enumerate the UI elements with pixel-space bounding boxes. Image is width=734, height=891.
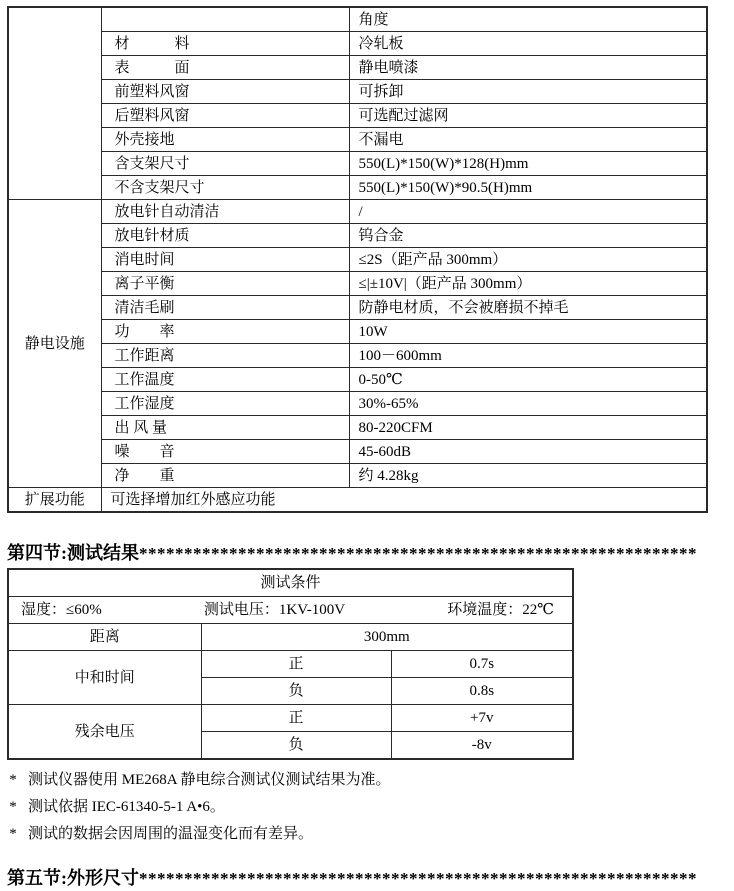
spec-value: 550(L)*150(W)*90.5(H)mm <box>349 176 707 200</box>
footnote-text: 测试依据 IEC-61340-5-1 A•6。 <box>28 799 225 815</box>
spec-label <box>101 7 349 32</box>
spec-label: 表 面 <box>101 56 349 80</box>
spec-row <box>8 176 707 200</box>
residual-voltage-label: 残余电压 <box>8 705 201 760</box>
asterisk-marker: * <box>9 826 17 842</box>
footnote-text: 测试仪器使用 ME268A 静电综合测试仪测试结果为准。 <box>28 772 391 788</box>
spec-label: 功 率 <box>101 320 349 344</box>
polarity-label: 负 <box>201 732 391 760</box>
polarity-label: 正 <box>201 705 391 732</box>
neutralize-time-row <box>8 651 573 678</box>
spec-row <box>8 224 707 248</box>
distance-value: 300mm <box>201 624 573 651</box>
residual-voltage-positive-value: +7v <box>391 705 573 732</box>
spec-value: 0-50℃ <box>349 368 707 392</box>
neutralize-time-negative-value: 0.8s <box>391 678 573 705</box>
spec-value: ≤|±10V|（距产品 300mm） <box>349 272 707 296</box>
spec-group-label <box>8 7 101 200</box>
test-table-title: 测试条件 <box>8 569 573 597</box>
spec-row <box>8 320 707 344</box>
spec-row <box>8 296 707 320</box>
section4-title: 第四节:测试结果 <box>7 543 139 563</box>
spec-label: 清洁毛刷 <box>101 296 349 320</box>
spec-row <box>8 80 707 104</box>
neutralize-time-positive-value: 0.7s <box>391 651 573 678</box>
distance-row <box>8 624 573 651</box>
polarity-label: 正 <box>201 651 391 678</box>
spec-row <box>8 272 707 296</box>
spec-label: 外壳接地 <box>101 128 349 152</box>
spec-label: 含支架尺寸 <box>101 152 349 176</box>
spec-value: 100－600mm <box>349 344 707 368</box>
spec-value: 不漏电 <box>349 128 707 152</box>
spec-row <box>8 248 707 272</box>
test-table-title-row <box>8 569 573 597</box>
condition-temperature: 环境温度：22℃ <box>447 602 554 618</box>
spec-row <box>8 32 707 56</box>
footnote <box>7 794 734 821</box>
section5-title: 第五节:外形尺寸 <box>7 868 139 888</box>
spec-footer-label: 扩展功能 <box>8 488 101 513</box>
spec-row <box>8 440 707 464</box>
footnote <box>7 821 734 848</box>
spec-row <box>8 104 707 128</box>
spec-group-label: 静电设施 <box>8 200 101 488</box>
section4-header <box>7 541 727 566</box>
polarity-label: 负 <box>201 678 391 705</box>
spec-row <box>8 7 707 32</box>
spec-row <box>8 368 707 392</box>
spec-value: 45-60dB <box>349 440 707 464</box>
section4-asterisk-rule: ************************************************************** <box>139 544 697 563</box>
footnote-text: 测试的数据会因周围的温湿变化而有差异。 <box>28 826 314 842</box>
spec-value: ≤2S（距产品 300mm） <box>349 248 707 272</box>
spec-label: 材 料 <box>101 32 349 56</box>
asterisk-marker: * <box>9 799 17 815</box>
spec-value: 钨合金 <box>349 224 707 248</box>
spec-row <box>8 56 707 80</box>
asterisk-marker: * <box>9 772 17 788</box>
spec-label: 前塑料风窗 <box>101 80 349 104</box>
spec-row <box>8 152 707 176</box>
spec-label: 噪 音 <box>101 440 349 464</box>
spec-value: 10W <box>349 320 707 344</box>
spec-row <box>8 464 707 488</box>
section5-asterisk-rule: ************************************************************** <box>139 869 697 888</box>
spec-table-body <box>8 7 707 512</box>
spec-value: 30%-65% <box>349 392 707 416</box>
spec-label: 工作湿度 <box>101 392 349 416</box>
spec-value: 静电喷漆 <box>349 56 707 80</box>
spec-value: 80-220CFM <box>349 416 707 440</box>
test-conditions <box>9 601 572 619</box>
spec-value: 可选配过滤网 <box>349 104 707 128</box>
spec-value: 可拆卸 <box>349 80 707 104</box>
spec-row <box>8 128 707 152</box>
spec-label: 离子平衡 <box>101 272 349 296</box>
spec-label: 工作温度 <box>101 368 349 392</box>
spec-table <box>7 6 708 513</box>
spec-label: 放电针材质 <box>101 224 349 248</box>
residual-voltage-negative-value: -8v <box>391 732 573 760</box>
spec-value: 防静电材质，不会被磨损不掉毛 <box>349 296 707 320</box>
spec-label: 不含支架尺寸 <box>101 176 349 200</box>
condition-voltage: 测试电压：1KV-100V <box>203 602 346 618</box>
test-conditions-row <box>8 597 573 624</box>
neutralize-time-label: 中和时间 <box>8 651 201 705</box>
spec-label: 消电时间 <box>101 248 349 272</box>
spec-row <box>8 392 707 416</box>
spec-row <box>8 200 707 224</box>
spec-label: 放电针自动清洁 <box>101 200 349 224</box>
spec-label: 出 风 量 <box>101 416 349 440</box>
spec-value: / <box>349 200 707 224</box>
spec-label: 工作距离 <box>101 344 349 368</box>
section5-header <box>7 866 727 891</box>
spec-footer-value: 可选择增加红外感应功能 <box>101 488 707 513</box>
spec-row <box>8 488 707 513</box>
spec-value: 冷轧板 <box>349 32 707 56</box>
residual-voltage-row <box>8 705 573 732</box>
condition-humidity: 湿度：≤60% <box>21 602 102 618</box>
spec-value: 550(L)*150(W)*128(H)mm <box>349 152 707 176</box>
footnotes <box>7 767 734 848</box>
spec-row <box>8 416 707 440</box>
spec-label: 后塑料风窗 <box>101 104 349 128</box>
distance-label: 距离 <box>8 624 201 651</box>
test-table <box>7 568 574 760</box>
spec-row <box>8 344 707 368</box>
spec-value: 约 4.28kg <box>349 464 707 488</box>
spec-value: 角度 <box>349 7 707 32</box>
spec-label: 净 重 <box>101 464 349 488</box>
footnote <box>7 767 734 794</box>
